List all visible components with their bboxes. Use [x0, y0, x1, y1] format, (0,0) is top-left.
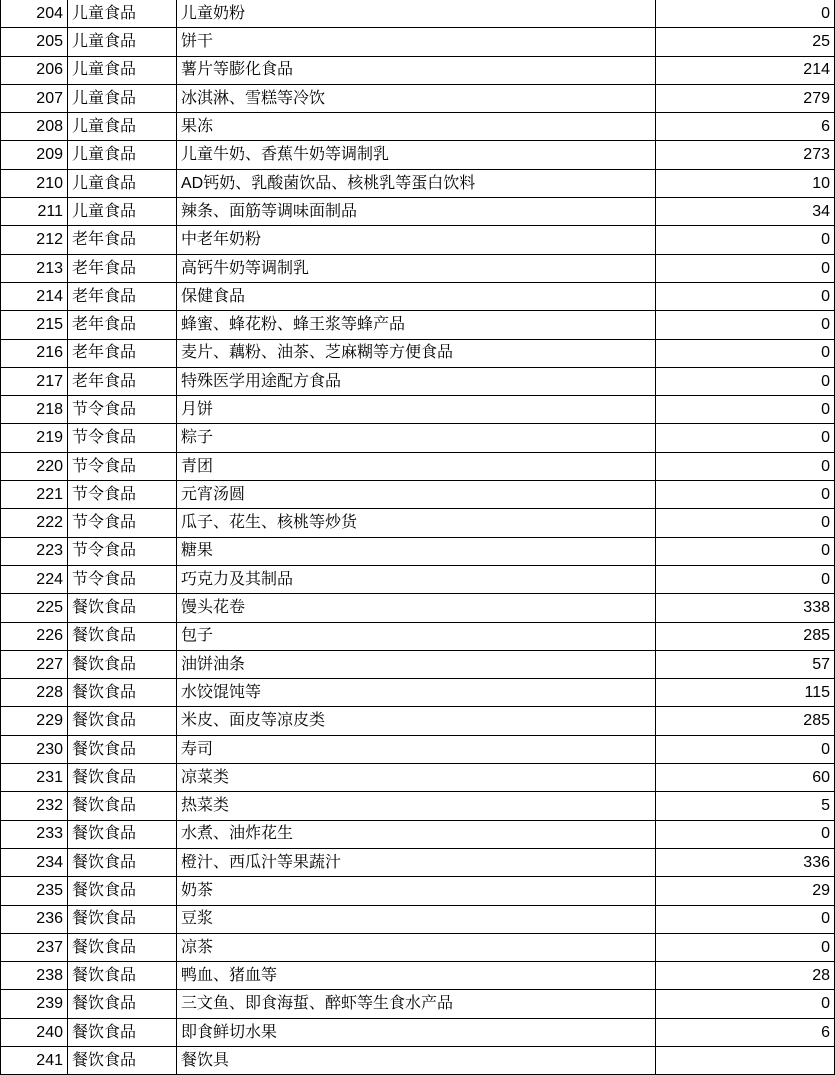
- cell-item[interactable]: 麦片、藕粉、油茶、芝麻糊等方便食品: [177, 339, 656, 367]
- cell-count[interactable]: 0: [656, 226, 835, 254]
- table-row[interactable]: [1, 1046, 835, 1074]
- cell-count[interactable]: 285: [656, 622, 835, 650]
- cell-category[interactable]: 节令食品: [68, 509, 177, 537]
- cell-item[interactable]: 凉茶: [177, 933, 656, 961]
- cell-id[interactable]: 220: [1, 452, 68, 480]
- cell-count[interactable]: 336: [656, 848, 835, 876]
- table-row[interactable]: [1, 820, 835, 848]
- cell-item[interactable]: 蜂蜜、蜂花粉、蜂王浆等蜂产品: [177, 311, 656, 339]
- cell-count[interactable]: 0: [656, 396, 835, 424]
- cell-count[interactable]: 0: [656, 990, 835, 1018]
- cell-item[interactable]: 冰淇淋、雪糕等冷饮: [177, 84, 656, 112]
- cell-item[interactable]: 辣条、面筋等调味面制品: [177, 198, 656, 226]
- cell-id[interactable]: 206: [1, 56, 68, 84]
- cell-count[interactable]: 5: [656, 792, 835, 820]
- table-row[interactable]: [1, 367, 835, 395]
- cell-category[interactable]: 餐饮食品: [68, 735, 177, 763]
- cell-category[interactable]: 餐饮食品: [68, 820, 177, 848]
- cell-id[interactable]: 222: [1, 509, 68, 537]
- cell-id[interactable]: 241: [1, 1046, 68, 1074]
- cell-item[interactable]: 米皮、面皮等凉皮类: [177, 707, 656, 735]
- cell-count[interactable]: 0: [656, 820, 835, 848]
- cell-item[interactable]: 水饺馄饨等: [177, 679, 656, 707]
- cell-item[interactable]: 奶茶: [177, 877, 656, 905]
- cell-count[interactable]: 6: [656, 1018, 835, 1046]
- table-row[interactable]: [1, 396, 835, 424]
- cell-category[interactable]: 餐饮食品: [68, 848, 177, 876]
- table-row[interactable]: [1, 565, 835, 593]
- cell-count[interactable]: [656, 1046, 835, 1074]
- cell-item[interactable]: 特殊医学用途配方食品: [177, 367, 656, 395]
- cell-category[interactable]: 儿童食品: [68, 113, 177, 141]
- cell-id[interactable]: 210: [1, 169, 68, 197]
- table-row[interactable]: [1, 622, 835, 650]
- cell-category[interactable]: 老年食品: [68, 226, 177, 254]
- table-row[interactable]: [1, 198, 835, 226]
- cell-category[interactable]: 餐饮食品: [68, 679, 177, 707]
- cell-id[interactable]: 235: [1, 877, 68, 905]
- cell-count[interactable]: 10: [656, 169, 835, 197]
- cell-id[interactable]: 216: [1, 339, 68, 367]
- cell-id[interactable]: 228: [1, 679, 68, 707]
- table-row[interactable]: [1, 339, 835, 367]
- cell-item[interactable]: 保健食品: [177, 282, 656, 310]
- cell-id[interactable]: 231: [1, 764, 68, 792]
- table-row[interactable]: [1, 56, 835, 84]
- cell-id[interactable]: 213: [1, 254, 68, 282]
- cell-count[interactable]: 0: [656, 537, 835, 565]
- cell-id[interactable]: 236: [1, 905, 68, 933]
- cell-category[interactable]: 餐饮食品: [68, 792, 177, 820]
- cell-count[interactable]: 6: [656, 113, 835, 141]
- cell-item[interactable]: 月饼: [177, 396, 656, 424]
- cell-count[interactable]: 0: [656, 933, 835, 961]
- cell-id[interactable]: 214: [1, 282, 68, 310]
- cell-count[interactable]: 0: [656, 481, 835, 509]
- table-row[interactable]: [1, 650, 835, 678]
- cell-count[interactable]: 338: [656, 594, 835, 622]
- cell-count[interactable]: 0: [656, 735, 835, 763]
- table-body: [1, 0, 835, 1075]
- table-row[interactable]: [1, 282, 835, 310]
- cell-category[interactable]: 儿童食品: [68, 28, 177, 56]
- cell-item[interactable]: 薯片等膨化食品: [177, 56, 656, 84]
- cell-id[interactable]: 229: [1, 707, 68, 735]
- cell-count[interactable]: 115: [656, 679, 835, 707]
- cell-category[interactable]: 餐饮食品: [68, 594, 177, 622]
- cell-category[interactable]: 餐饮食品: [68, 622, 177, 650]
- cell-category[interactable]: 节令食品: [68, 396, 177, 424]
- table-row[interactable]: [1, 169, 835, 197]
- cell-item[interactable]: 凉菜类: [177, 764, 656, 792]
- table-row[interactable]: [1, 0, 835, 28]
- cell-item[interactable]: 包子: [177, 622, 656, 650]
- cell-category[interactable]: 餐饮食品: [68, 905, 177, 933]
- cell-item[interactable]: 三文鱼、即食海蜇、醉虾等生食水产品: [177, 990, 656, 1018]
- cell-count[interactable]: 57: [656, 650, 835, 678]
- cell-id[interactable]: 212: [1, 226, 68, 254]
- table-row[interactable]: [1, 141, 835, 169]
- cell-count[interactable]: 0: [656, 509, 835, 537]
- cell-item[interactable]: 水煮、油炸花生: [177, 820, 656, 848]
- cell-category[interactable]: 老年食品: [68, 339, 177, 367]
- cell-category[interactable]: 节令食品: [68, 452, 177, 480]
- table-row[interactable]: [1, 1018, 835, 1046]
- table-row[interactable]: [1, 537, 835, 565]
- cell-category[interactable]: 节令食品: [68, 537, 177, 565]
- table-row[interactable]: [1, 764, 835, 792]
- cell-item[interactable]: 中老年奶粉: [177, 226, 656, 254]
- table-row[interactable]: [1, 424, 835, 452]
- cell-id[interactable]: 207: [1, 84, 68, 112]
- cell-id[interactable]: 204: [1, 0, 68, 28]
- cell-id[interactable]: 238: [1, 962, 68, 990]
- cell-id[interactable]: 237: [1, 933, 68, 961]
- cell-item[interactable]: 高钙牛奶等调制乳: [177, 254, 656, 282]
- cell-id[interactable]: 217: [1, 367, 68, 395]
- cell-count[interactable]: 0: [656, 424, 835, 452]
- table-row[interactable]: [1, 254, 835, 282]
- cell-category[interactable]: 节令食品: [68, 424, 177, 452]
- table-row[interactable]: [1, 707, 835, 735]
- cell-id[interactable]: 211: [1, 198, 68, 226]
- cell-item[interactable]: 瓜子、花生、核桃等炒货: [177, 509, 656, 537]
- table-row[interactable]: [1, 113, 835, 141]
- cell-id[interactable]: 230: [1, 735, 68, 763]
- cell-item[interactable]: 儿童牛奶、香蕉牛奶等调制乳: [177, 141, 656, 169]
- cell-count[interactable]: 0: [656, 452, 835, 480]
- cell-category[interactable]: 节令食品: [68, 481, 177, 509]
- cell-category[interactable]: 儿童食品: [68, 0, 177, 28]
- cell-category[interactable]: 老年食品: [68, 282, 177, 310]
- table-row[interactable]: [1, 933, 835, 961]
- cell-category[interactable]: 儿童食品: [68, 56, 177, 84]
- cell-id[interactable]: 209: [1, 141, 68, 169]
- cell-count[interactable]: 0: [656, 905, 835, 933]
- cell-category[interactable]: 餐饮食品: [68, 877, 177, 905]
- cell-id[interactable]: 232: [1, 792, 68, 820]
- cell-id[interactable]: 226: [1, 622, 68, 650]
- cell-item[interactable]: 寿司: [177, 735, 656, 763]
- cell-count[interactable]: 285: [656, 707, 835, 735]
- cell-item[interactable]: 元宵汤圆: [177, 481, 656, 509]
- cell-item[interactable]: 豆浆: [177, 905, 656, 933]
- cell-id[interactable]: 218: [1, 396, 68, 424]
- cell-category[interactable]: 餐饮食品: [68, 650, 177, 678]
- cell-category[interactable]: 餐饮食品: [68, 1018, 177, 1046]
- cell-item[interactable]: 热菜类: [177, 792, 656, 820]
- table-row[interactable]: [1, 28, 835, 56]
- cell-category[interactable]: 节令食品: [68, 565, 177, 593]
- cell-count[interactable]: 25: [656, 28, 835, 56]
- cell-count[interactable]: 0: [656, 0, 835, 28]
- cell-category[interactable]: 餐饮食品: [68, 990, 177, 1018]
- cell-category[interactable]: 餐饮食品: [68, 933, 177, 961]
- cell-count[interactable]: 0: [656, 311, 835, 339]
- cell-item[interactable]: 即食鲜切水果: [177, 1018, 656, 1046]
- table-row[interactable]: [1, 679, 835, 707]
- cell-item[interactable]: 粽子: [177, 424, 656, 452]
- cell-item[interactable]: AD钙奶、乳酸菌饮品、核桃乳等蛋白饮料: [177, 169, 656, 197]
- cell-item[interactable]: 糖果: [177, 537, 656, 565]
- cell-item[interactable]: 餐饮具: [177, 1046, 656, 1074]
- table-row[interactable]: [1, 990, 835, 1018]
- table-row[interactable]: [1, 481, 835, 509]
- table-row[interactable]: [1, 962, 835, 990]
- cell-category[interactable]: 老年食品: [68, 367, 177, 395]
- cell-id[interactable]: 239: [1, 990, 68, 1018]
- cell-id[interactable]: 221: [1, 481, 68, 509]
- table-row[interactable]: [1, 84, 835, 112]
- cell-category[interactable]: 儿童食品: [68, 141, 177, 169]
- cell-count[interactable]: 0: [656, 282, 835, 310]
- table-row[interactable]: [1, 226, 835, 254]
- cell-id[interactable]: 219: [1, 424, 68, 452]
- table-row[interactable]: [1, 594, 835, 622]
- table-row[interactable]: [1, 792, 835, 820]
- cell-id[interactable]: 233: [1, 820, 68, 848]
- cell-count[interactable]: 0: [656, 367, 835, 395]
- cell-id[interactable]: 223: [1, 537, 68, 565]
- table-row[interactable]: [1, 735, 835, 763]
- cell-category[interactable]: 餐饮食品: [68, 1046, 177, 1074]
- cell-count[interactable]: 0: [656, 565, 835, 593]
- table-row[interactable]: [1, 905, 835, 933]
- cell-count[interactable]: 60: [656, 764, 835, 792]
- cell-item[interactable]: 橙汁、西瓜汁等果蔬汁: [177, 848, 656, 876]
- cell-count[interactable]: 29: [656, 877, 835, 905]
- cell-item[interactable]: 鸭血、猪血等: [177, 962, 656, 990]
- cell-count[interactable]: 0: [656, 254, 835, 282]
- cell-count[interactable]: 279: [656, 84, 835, 112]
- table-row[interactable]: [1, 452, 835, 480]
- cell-count[interactable]: 0: [656, 339, 835, 367]
- table-row[interactable]: [1, 877, 835, 905]
- cell-id[interactable]: 215: [1, 311, 68, 339]
- cell-item[interactable]: 油饼油条: [177, 650, 656, 678]
- cell-id[interactable]: 224: [1, 565, 68, 593]
- cell-id[interactable]: 240: [1, 1018, 68, 1046]
- cell-id[interactable]: 225: [1, 594, 68, 622]
- cell-count[interactable]: 214: [656, 56, 835, 84]
- cell-category[interactable]: 儿童食品: [68, 198, 177, 226]
- table-row[interactable]: [1, 848, 835, 876]
- cell-count[interactable]: 28: [656, 962, 835, 990]
- cell-id[interactable]: 205: [1, 28, 68, 56]
- cell-item[interactable]: 馒头花卷: [177, 594, 656, 622]
- cell-category[interactable]: 老年食品: [68, 311, 177, 339]
- cell-item[interactable]: 儿童奶粉: [177, 0, 656, 28]
- cell-item[interactable]: 巧克力及其制品: [177, 565, 656, 593]
- cell-item[interactable]: 果冻: [177, 113, 656, 141]
- cell-item[interactable]: 青团: [177, 452, 656, 480]
- cell-id[interactable]: 208: [1, 113, 68, 141]
- cell-count[interactable]: 34: [656, 198, 835, 226]
- cell-item[interactable]: 饼干: [177, 28, 656, 56]
- cell-id[interactable]: 234: [1, 848, 68, 876]
- cell-category[interactable]: 老年食品: [68, 254, 177, 282]
- cell-category[interactable]: 餐饮食品: [68, 707, 177, 735]
- cell-count[interactable]: 273: [656, 141, 835, 169]
- cell-category[interactable]: 餐饮食品: [68, 962, 177, 990]
- cell-category[interactable]: 儿童食品: [68, 84, 177, 112]
- table-row[interactable]: [1, 311, 835, 339]
- cell-category[interactable]: 儿童食品: [68, 169, 177, 197]
- table-row[interactable]: [1, 509, 835, 537]
- cell-category[interactable]: 餐饮食品: [68, 764, 177, 792]
- cell-id[interactable]: 227: [1, 650, 68, 678]
